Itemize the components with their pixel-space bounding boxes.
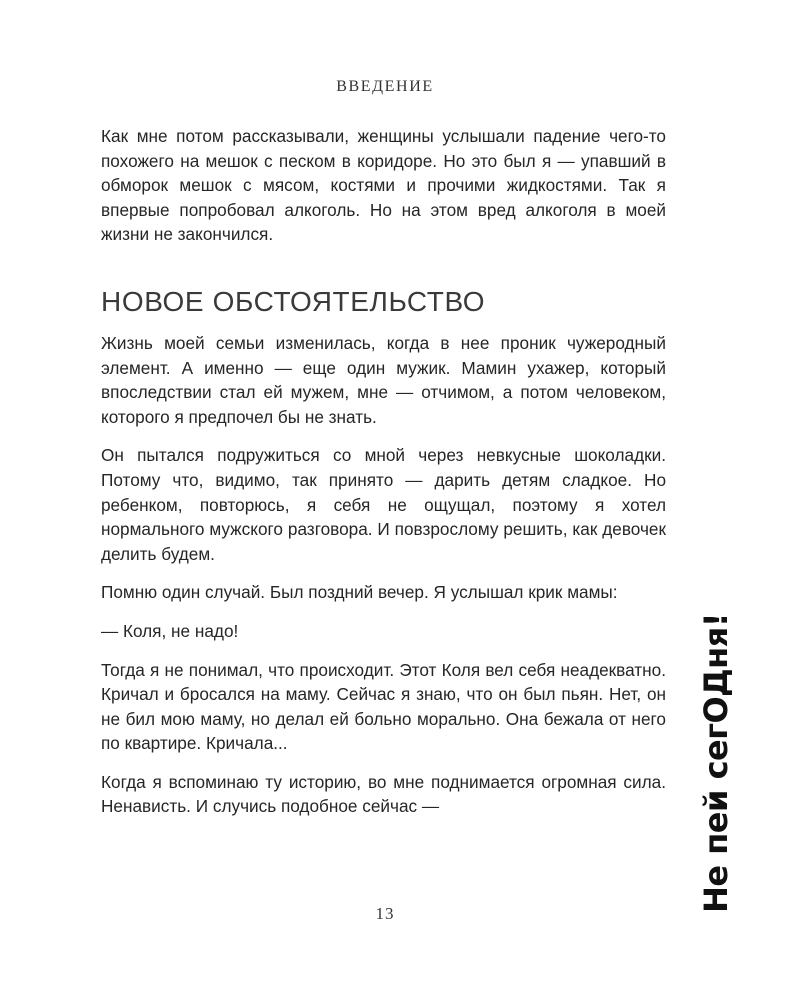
page-number: 13 <box>375 904 395 923</box>
paragraph: Когда я вспоминаю ту историю, во мне поднимается огромная сила. Ненависть. И случись подобное сейчас — <box>101 771 666 817</box>
section-heading: НОВОЕ ОБСТОЯТЕЛЬСТВО <box>101 285 486 317</box>
sidebar-book-title <box>690 612 742 913</box>
dialogue-line: — Коля, не надо! <box>101 620 239 641</box>
paragraph: Жизнь моей семьи изменилась, когда в нее проник чужеродный элемент. А именно — еще один мужик. Мамин ухажер, который впоследствии стал ей мужем, мне — отчимом, а потом человеком, которого я предпочел бы не знать. <box>101 332 666 427</box>
sidebar-book-title-text: Не пей сегОДня! <box>697 612 735 913</box>
intro-paragraph: Как мне потом рассказывали, женщины услышали падение чего-то похожего на мешок с песком в коридоре. Но это был я — упавший в обморок мешок с мясом, костями и прочими жидкостями. Так я впервые попробовал алкоголь. Но на этом вред алкоголя в моей жизни не закончился. <box>101 126 666 245</box>
paragraph: Помню один случай. Был поздний вечер. Я услышал крик мамы: <box>101 582 618 603</box>
paragraph: Тогда я не понимал, что происходит. Этот Коля вел себя неадекватно. Кричал и бросался на маму. Сейчас я знаю, что он был пьян. Нет, он не бил мою маму, но делал ей больно морально. Она бежала от него по квартире. Кричала... <box>101 659 666 754</box>
body-text <box>101 124 666 819</box>
running-head: ВВЕДЕНИЕ <box>336 78 434 95</box>
paragraph: Он пытался подружиться со мной через невкусные шоколадки. Потому что, видимо, так принято — дарить детям сладкое. Но ребенком, повторюсь, я себя не ощущал, поэтому я хотел нормального мужского разговора. И повзрослому решить, как девочек делить будем. <box>101 445 666 564</box>
